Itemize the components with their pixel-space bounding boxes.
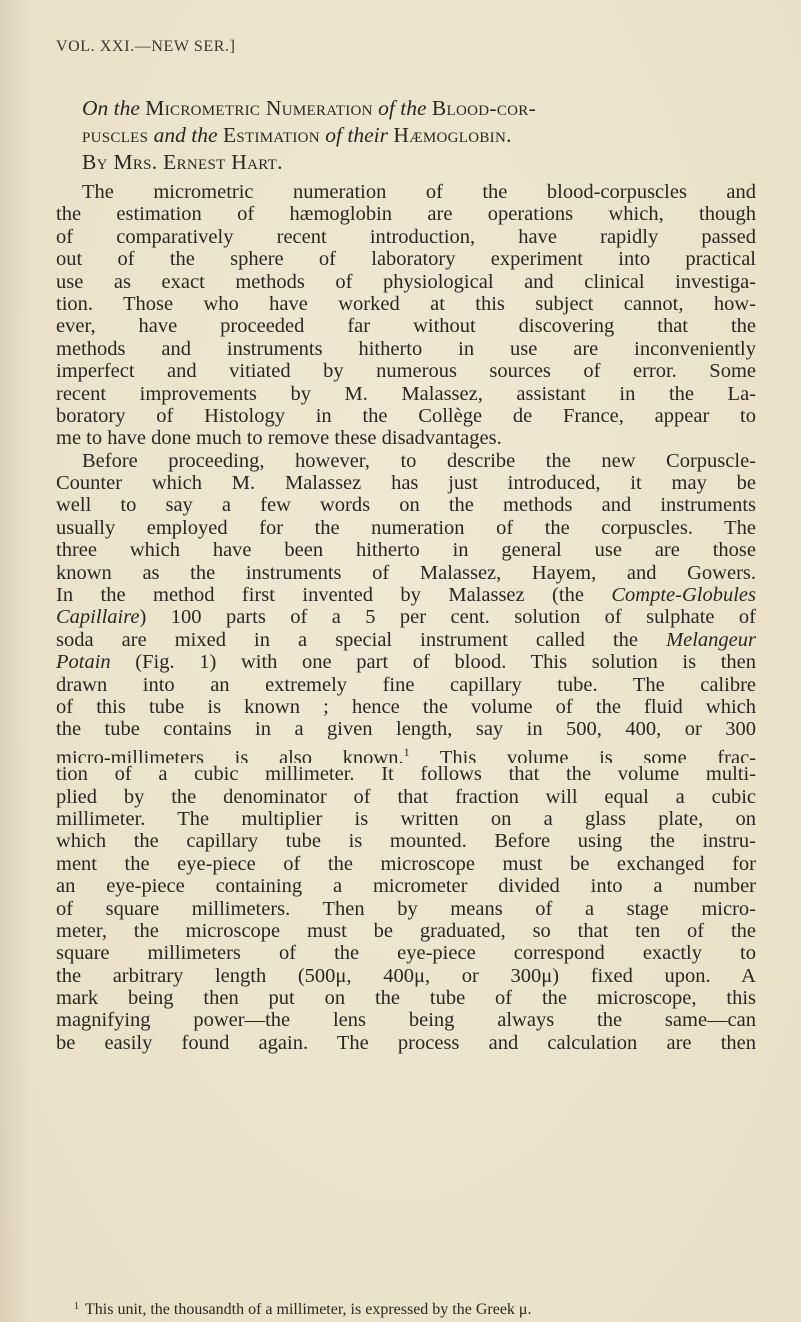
running-head: VOL. XXI.—NEW SER.]: [56, 38, 236, 55]
italic-term: Melangeur: [666, 628, 756, 651]
body-line: use as exact methods of physiological and clinical investiga-: [56, 270, 756, 293]
body-line: ever, have proceeded far without discovering that the: [56, 315, 756, 338]
footnote: [74, 1297, 754, 1320]
footnote-ref: 1: [403, 744, 410, 759]
body-line: Counter which M. Malassez has just introduced, it may be: [56, 472, 756, 495]
body-line: be easily found again. The process and calculation are then: [56, 1031, 756, 1054]
body-line: boratory of Histology in the Collège de France, appear to: [56, 404, 756, 427]
body-line: plied by the denominator of that fraction will equal a cubic: [56, 785, 756, 808]
footnote-text: This unit, the thousandth of a millimeter, is expressed by the Greek μ.: [85, 1301, 532, 1318]
body-line: which the capillary tube is mounted. Before using the instru-: [56, 830, 756, 853]
footnote-marker: 1: [74, 1301, 79, 1312]
body-line: The micrometric numeration of the blood-corpuscles and: [82, 181, 756, 203]
body-line: usually employed for the numeration of the corpuscles. The: [56, 516, 756, 539]
article-title: [82, 95, 754, 176]
body-line: square millimeters of the eye-piece correspond exactly to: [56, 942, 756, 965]
body-line: me to have done much to remove these disadvantages.: [56, 427, 502, 450]
body-line: drawn into an extremely fine capillary tube. The calibre: [56, 673, 756, 696]
body-line: Capillaire) 100 parts of a 5 per cent. solution of sulphate of: [56, 606, 756, 629]
body-line: the arbitrary length (500μ, 400μ, or 300μ) fixed upon. A: [56, 964, 756, 987]
body-line: the estimation of hæmoglobin are operations which, though: [56, 203, 756, 226]
body-line: magnifying power—the lens being always the same—can: [56, 1009, 756, 1032]
body-line: Potain (Fig. 1) with one part of blood. This solution is then: [56, 651, 756, 674]
body-line: tion. Those who have worked at this subject cannot, how-: [56, 292, 756, 315]
body-line: ment the eye-piece of the microscope must be exchanged for: [56, 852, 756, 875]
body-line: well to say a few words on the methods and instruments: [56, 494, 756, 517]
body-line: out of the sphere of laboratory experiment into practical: [56, 248, 756, 271]
body-line: soda are mixed in a special instrument called the Melangeur: [56, 628, 756, 651]
body-line: three which have been hitherto in general use are those: [56, 539, 756, 562]
article-body: [56, 181, 756, 1054]
body-line: tion of a cubic millimeter. It follows that the volume multi-: [56, 763, 756, 786]
body-line: mark being then put on the tube of the microscope, this: [56, 987, 756, 1010]
title-line-1: On the Micrometric Numeration of the Blood-cor-: [82, 96, 537, 120]
body-line: In the method first invented by Malassez (the Compte-Globules: [56, 584, 756, 607]
body-line: imperfect and vitiated by numerous sources of error. Some: [56, 360, 756, 383]
body-line: of comparatively recent introduction, have rapidly passed: [56, 225, 756, 248]
body-line: known as the instruments of Malassez, Hayem, and Gowers.: [56, 561, 756, 584]
body-line: recent improvements by M. Malassez, assistant in the La-: [56, 382, 756, 405]
italic-term: Compte-Globules: [611, 584, 756, 607]
body-line: Before proceeding, however, to describe the new Corpuscle-: [82, 449, 756, 472]
author-byline: By Mrs. Ernest Hart.: [82, 150, 283, 174]
italic-term: Potain: [56, 651, 111, 674]
italic-term: Capillaire: [56, 606, 140, 629]
body-line: micro-millimeters is also known.$^1$ This volume is some frac-: [56, 744, 756, 764]
body-line: of square millimeters. Then by means of a stage micro-: [56, 897, 756, 920]
body-line: millimeter. The multiplier is written on a glass plate, on: [56, 807, 756, 830]
body-line: meter, the microscope must be graduated, so that ten of the: [56, 919, 756, 942]
body-line: of this tube is known ; hence the volume of the fluid which: [56, 695, 756, 718]
title-line-2: puscles and the Estimation of their Hæmoglobin.: [82, 123, 512, 147]
body-line: the tube contains in a given length, say in 500, 400, or 300: [56, 718, 756, 741]
body-line: methods and instruments hitherto in use are inconveniently: [56, 337, 756, 360]
body-line: an eye-piece containing a micrometer divided into a number: [56, 875, 756, 898]
